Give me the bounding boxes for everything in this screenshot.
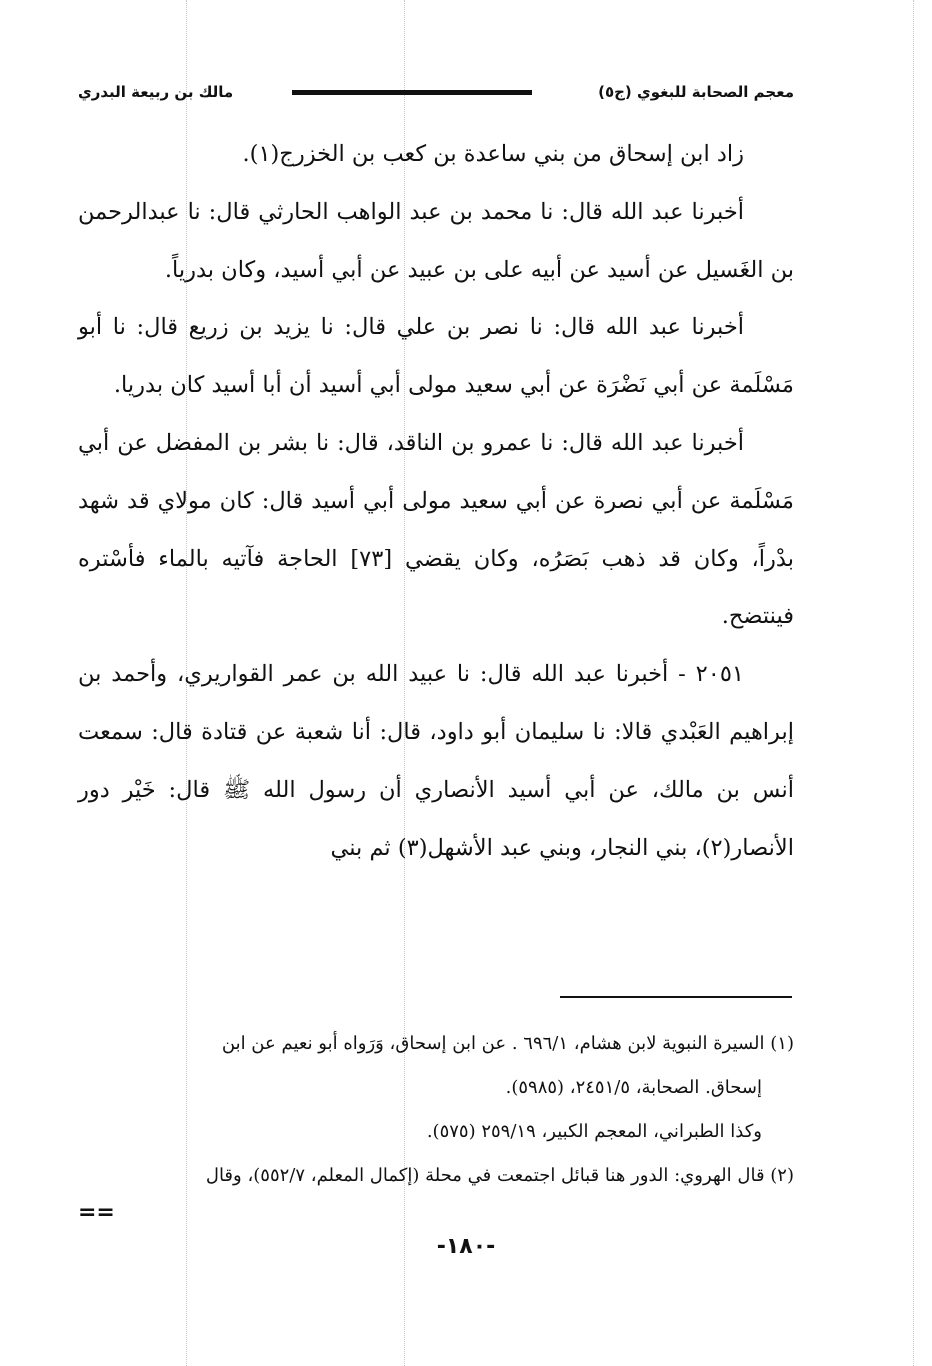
paragraph: أخبرنا عبد الله قال: نا عمرو بن الناقد، قال: نا بشر بن المفضل عن أبي مَسْلَمة عن أبي نصرة عن أبي سعيد مولى أبي أسيد قال: كان مولاي قد شهد بدْراً، وكان قد ذهب بَصَرُه، وكان يقضي [٧٣] الحاجة فآتيه بالماء فأسْتره فينتضح. bbox=[78, 429, 794, 630]
footnote-2 bbox=[78, 1154, 794, 1198]
page-number: -١٨٠- bbox=[436, 1234, 496, 1259]
footnote-separator bbox=[560, 996, 792, 998]
paragraph: زاد ابن إسحاق من بني ساعدة بن كعب بن الخزرج(١). bbox=[242, 141, 744, 167]
footnote-line: وكذا الطبراني، المعجم الكبير، ٢٥٩/١٩ (٥٧٥). bbox=[426, 1121, 762, 1142]
continuation-mark: == bbox=[78, 1200, 115, 1225]
scan-artifact bbox=[913, 0, 914, 1366]
footnotes bbox=[78, 1022, 794, 1198]
footnote-1 bbox=[78, 1022, 794, 1154]
footnote-line: (١) السيرة النبوية لابن هشام، ٦٩٦/١ . عن ابن إسحاق، وَرَواه أبو نعيم عن ابن bbox=[221, 1033, 794, 1054]
paragraph: أخبرنا عبد الله قال: نا نصر بن علي قال: نا يزيد بن زريع قال: نا أبو مَسْلَمة عن أبي نَضْرَة عن أبي سعيد مولى أبي أسيد أن أبا أسيد كان بدريا. bbox=[78, 314, 794, 399]
footnote-line: إسحاق. الصحابة، ٢٤٥١/٥، (٥٩٨٥). bbox=[505, 1077, 762, 1098]
paragraph: أخبرنا عبد الله قال: نا محمد بن عبد الواهب الحارثي قال: نا عبدالرحمن بن الغَسيل عن أسيد عن أبيه على بن عبيد عن أبي أسيد، وكان بدرياً. bbox=[78, 198, 794, 283]
footnote-line: (٢) قال الهروي: الدور هنا قبائل اجتمعت في محلة (إكمال المعلم، ٥٥٢/٧)، وقال bbox=[205, 1165, 794, 1186]
header-book-title: معجم الصحابة للبغوي (ج٥) bbox=[598, 83, 794, 101]
main-text bbox=[78, 126, 794, 877]
paragraph: ٢٠٥١ - أخبرنا عبد الله قال: نا عبيد الله بن عمر القواريري، وأحمد بن إبراهيم العَبْدي قالا: نا سليمان أبو داود، قال: أنا شعبة عن قتادة قال: سمعت أنس بن مالك، عن أبي أسيد الأنصاري أن رسول الله ﷺ قال: خَيْر دور الأنصار(٢)، بني النجار، وبني عبد الأشهل(٣) ثم بني bbox=[78, 661, 794, 861]
running-header bbox=[78, 80, 794, 104]
header-chapter-title: مالك بن ربيعة البدري bbox=[78, 83, 234, 101]
header-rule bbox=[292, 90, 532, 95]
